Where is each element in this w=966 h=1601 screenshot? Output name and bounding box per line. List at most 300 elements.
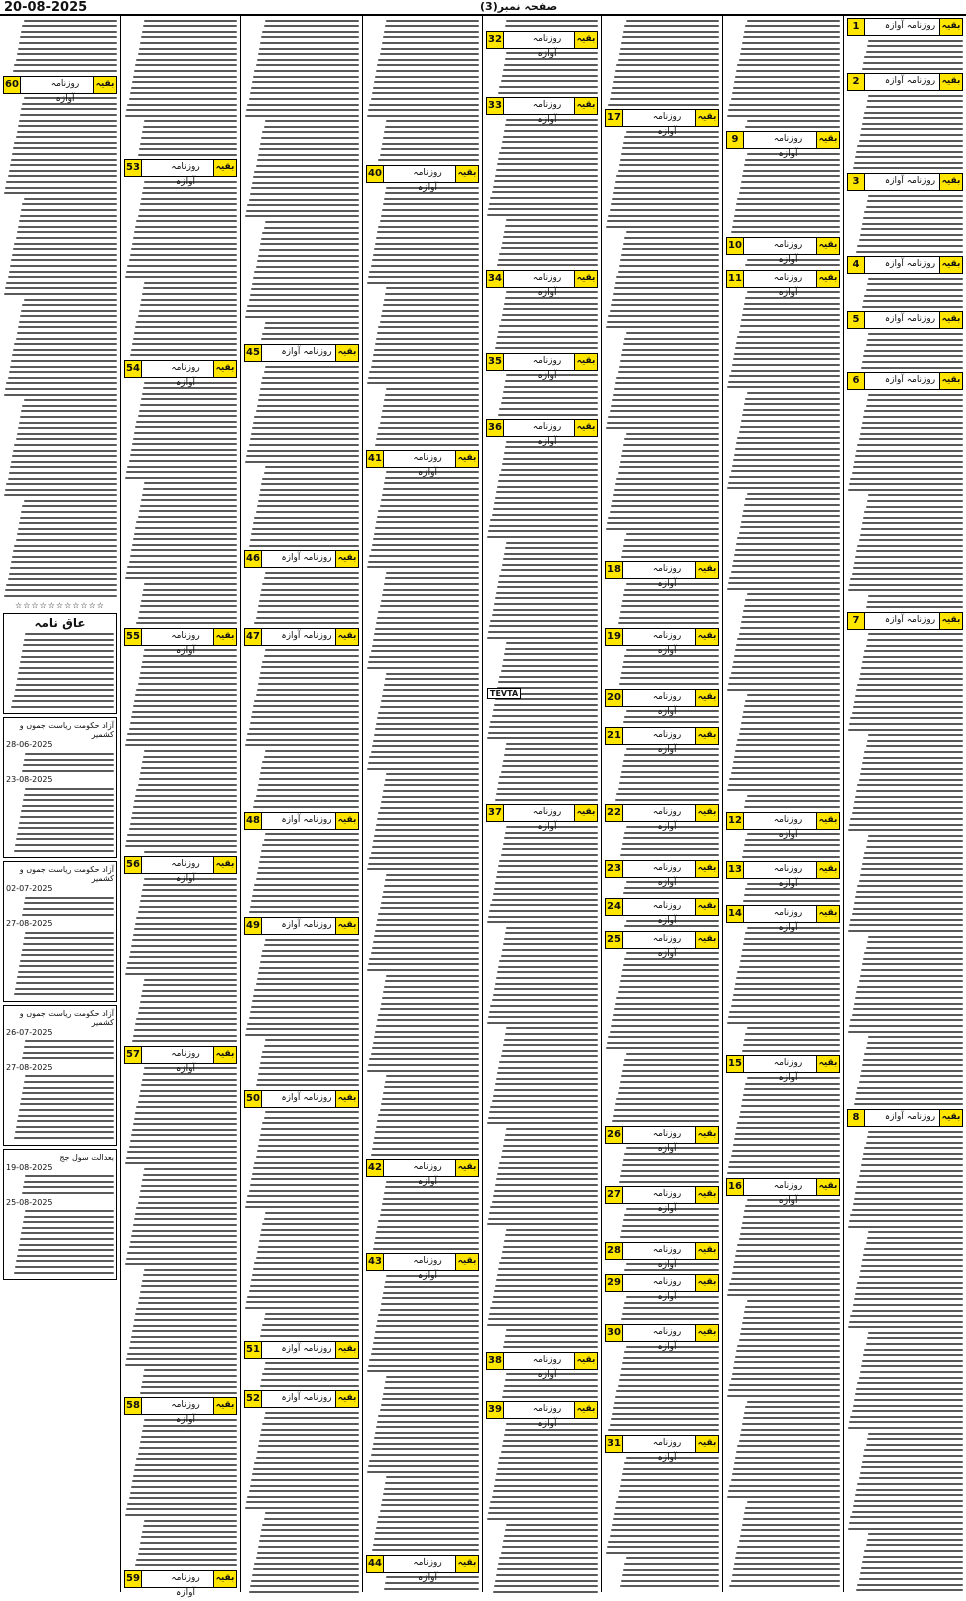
court-notice-date: 19-08-2025 — [6, 1162, 53, 1172]
continuation-slip — [244, 917, 359, 935]
slip-number: 41 — [367, 451, 384, 467]
slip-badge: بقیہ — [574, 98, 597, 114]
slip-number: 1 — [848, 19, 865, 35]
article-text — [6, 897, 114, 916]
continuation-slip — [486, 1401, 598, 1430]
slip-newspaper-name: روزنامہ آوازہ — [413, 452, 442, 478]
slip-badge: بقیہ — [939, 74, 962, 90]
continuation-slip — [244, 344, 359, 362]
slip-number: 2 — [848, 74, 865, 90]
slip-badge: بقیہ — [335, 629, 358, 645]
slip-newspaper-name: روزنامہ آوازہ — [171, 1400, 200, 1426]
slip-badge: بقیہ — [574, 32, 597, 48]
slip-number: 45 — [245, 345, 262, 361]
slip-newspaper-name: روزنامہ آوازہ — [413, 1557, 442, 1583]
slip-badge: بقیہ — [213, 629, 236, 645]
slip-badge: بقیہ — [695, 562, 718, 578]
slip-badge: بقیہ — [335, 345, 358, 361]
continuation-slip — [605, 1126, 719, 1154]
slip-number: 59 — [125, 1571, 142, 1587]
slip-badge: بقیہ — [695, 690, 718, 706]
slip-number: 56 — [125, 857, 142, 873]
slip-newspaper-name: روزنامہ آوازہ — [413, 1162, 442, 1188]
slip-badge: بقیہ — [816, 813, 839, 829]
slip-number: 34 — [487, 271, 504, 287]
court-notice — [3, 1005, 117, 1146]
continuation-slip — [366, 1555, 479, 1583]
slip-badge: بقیہ — [455, 166, 478, 182]
slip-badge: بقیہ — [695, 728, 718, 744]
slip-newspaper-name: روزنامہ آوازہ — [281, 814, 332, 825]
slip-badge: بقیہ — [574, 805, 597, 821]
slip-newspaper-name: روزنامہ آوازہ — [884, 76, 936, 87]
article-text — [6, 788, 114, 852]
slip-newspaper-name: روزنامہ آوازہ — [884, 259, 936, 270]
slip-badge: بقیہ — [939, 174, 962, 190]
article-text — [6, 633, 114, 708]
article-text — [847, 1131, 963, 1592]
continuation-slip — [605, 109, 719, 138]
slip-number: 5 — [848, 312, 865, 328]
continuation-slip — [124, 628, 237, 656]
article-text — [6, 932, 114, 996]
continuation-slip — [605, 561, 719, 590]
slip-badge: بقیہ — [816, 1179, 839, 1195]
article-text — [124, 181, 237, 356]
slip-newspaper-name: روزنامہ آوازہ — [171, 1048, 200, 1074]
slip-newspaper-name: روزنامہ آوازہ — [532, 1354, 562, 1380]
court-notice-date: 23-08-2025 — [6, 775, 53, 785]
article-text — [6, 1175, 114, 1194]
article-text — [124, 878, 237, 1042]
slip-number: 28 — [606, 1243, 623, 1259]
news-column-3 — [601, 16, 722, 1592]
slip-number: 17 — [606, 110, 623, 126]
court-notice-head: بعدالت سول جج — [59, 1152, 114, 1162]
article-text — [124, 1067, 237, 1393]
slip-badge: بقیہ — [213, 1047, 236, 1063]
article-text — [486, 20, 598, 28]
article-text — [726, 927, 840, 1052]
slip-newspaper-name: روزنامہ آوازہ — [652, 862, 682, 888]
slip-badge: بقیہ — [939, 1110, 962, 1126]
slip-badge: بقیہ — [695, 1187, 718, 1203]
slip-number: 32 — [487, 32, 504, 48]
slip-badge: بقیہ — [939, 312, 962, 328]
slip-newspaper-name: روزنامہ آوازہ — [773, 908, 803, 934]
slip-number: 12 — [727, 813, 744, 829]
continuation-slip — [486, 270, 598, 298]
slip-newspaper-name: روزنامہ آوازہ — [652, 691, 682, 717]
slip-newspaper-name: روزنامہ آوازہ — [652, 112, 682, 138]
continuation-slip — [244, 1390, 359, 1408]
slip-badge: بقیہ — [939, 19, 962, 35]
article-text — [726, 20, 840, 128]
slip-newspaper-name: روزنامہ آوازہ — [652, 900, 682, 926]
slip-number: 58 — [125, 1398, 142, 1414]
slip-number: 46 — [245, 551, 262, 567]
slip-number: 21 — [606, 728, 623, 744]
slip-number: 30 — [606, 1325, 623, 1341]
news-column-5 — [362, 16, 482, 1592]
slip-newspaper-name: روزنامہ آوازہ — [652, 630, 682, 656]
slip-badge: بقیہ — [695, 932, 718, 948]
slip-badge: بقیہ — [695, 110, 718, 126]
masthead — [0, 0, 966, 16]
article-text — [605, 20, 719, 106]
continuation-slip — [847, 612, 963, 630]
article-text — [244, 833, 359, 913]
continuation-slip — [605, 628, 719, 656]
slip-badge: بقیہ — [695, 1127, 718, 1143]
court-notice-date: 27-08-2025 — [6, 919, 53, 929]
slip-newspaper-name: روزنامہ آوازہ — [884, 314, 936, 325]
slip-badge: بقیہ — [335, 1091, 358, 1107]
article-text — [6, 1075, 114, 1139]
slip-newspaper-name: روزنامہ آوازہ — [773, 864, 803, 890]
slip-newspaper-name: روزنامہ آوازہ — [281, 1393, 332, 1404]
court-notice-date: 25-08-2025 — [6, 1197, 53, 1207]
court-notice-head: آزاد حکومت ریاست جموں و کشمیر — [19, 865, 114, 884]
slip-newspaper-name: روزنامہ آوازہ — [652, 933, 682, 959]
slip-number: 47 — [245, 629, 262, 645]
tevta-label: TEVTA — [487, 688, 521, 699]
slip-newspaper-name: روزنامہ آوازہ — [652, 1128, 682, 1154]
continuation-slip — [366, 1159, 479, 1188]
slip-newspaper-name: روزنامہ آوازہ — [281, 630, 332, 641]
continuation-slip — [847, 73, 963, 91]
continuation-slip — [486, 31, 598, 59]
continuation-slip — [726, 237, 840, 265]
slip-number: 14 — [727, 906, 744, 922]
slip-badge: بقیہ — [939, 373, 962, 389]
article-text — [605, 1457, 719, 1588]
article-text — [124, 20, 237, 156]
slip-badge: بقیہ — [574, 1402, 597, 1418]
slip-newspaper-name: روزنامہ آوازہ — [532, 355, 562, 381]
slip-badge: بقیہ — [213, 857, 236, 873]
slip-badge: بقیہ — [695, 1436, 718, 1452]
slip-number: 19 — [606, 629, 623, 645]
slip-newspaper-name: روزنامہ آوازہ — [171, 363, 200, 389]
slip-badge: بقیہ — [335, 551, 358, 567]
slip-newspaper-name: روزنامہ آوازہ — [652, 1438, 682, 1464]
slip-newspaper-name: روزنامہ آوازہ — [773, 239, 803, 265]
slip-number: 55 — [125, 629, 142, 645]
slip-newspaper-name: روزنامہ آوازہ — [532, 1404, 562, 1430]
slip-newspaper-name: روزنامہ آوازہ — [281, 347, 332, 358]
slip-badge: بقیہ — [939, 613, 962, 629]
news-column-6 — [240, 16, 362, 1592]
slip-number: 16 — [727, 1179, 744, 1195]
slip-number: 60 — [4, 77, 21, 93]
continuation-slip — [726, 1055, 840, 1084]
slip-badge: بقیہ — [455, 451, 478, 467]
continuation-slip — [124, 856, 237, 885]
slip-number: 26 — [606, 1127, 623, 1143]
slip-number: 35 — [487, 354, 504, 370]
article-text — [847, 278, 963, 308]
slip-newspaper-name: روزنامہ آوازہ — [773, 1058, 803, 1084]
slip-newspaper-name: روزنامہ آوازہ — [773, 134, 803, 160]
court-notice-date: 27-08-2025 — [6, 1062, 53, 1072]
continuation-slip — [244, 628, 359, 646]
continuation-slip — [605, 727, 719, 755]
slip-newspaper-name: روزنامہ آوازہ — [532, 100, 562, 126]
article-text — [244, 1412, 359, 1593]
slip-number: 9 — [727, 132, 744, 148]
slip-number: 15 — [727, 1056, 744, 1072]
slip-badge: بقیہ — [695, 1243, 718, 1259]
slip-number: 31 — [606, 1436, 623, 1452]
slip-number: 40 — [367, 166, 384, 182]
article-text — [847, 195, 963, 253]
court-notice — [3, 1149, 117, 1281]
slip-badge: بقیہ — [816, 271, 839, 287]
slip-number: 8 — [848, 1110, 865, 1126]
continuation-slip — [124, 1046, 237, 1074]
slip-newspaper-name: روزنامہ آوازہ — [652, 1326, 682, 1352]
slip-badge: بقیہ — [816, 862, 839, 878]
slip-newspaper-name: روزنامہ آوازہ — [773, 272, 803, 298]
slip-number: 3 — [848, 174, 865, 190]
slip-badge: بقیہ — [455, 1556, 478, 1572]
continuation-slip — [605, 804, 719, 833]
slip-newspaper-name: روزنامہ آوازہ — [652, 1277, 682, 1303]
slip-badge: بقیہ — [574, 271, 597, 287]
article-text — [486, 1423, 598, 1593]
slip-badge: بقیہ — [335, 813, 358, 829]
court-notice-head: آزاد حکومت ریاست جموں و کشمیر — [19, 1008, 114, 1027]
continuation-slip — [3, 76, 117, 104]
slip-badge: بقیہ — [939, 257, 962, 273]
continuation-slip — [124, 159, 237, 188]
slip-number: 54 — [125, 361, 142, 377]
slip-newspaper-name: روزنامہ آوازہ — [413, 168, 442, 194]
slip-number: 27 — [606, 1187, 623, 1203]
slip-newspaper-name: روزنامہ آوازہ — [652, 1244, 682, 1270]
continuation-slip — [244, 550, 359, 568]
slip-newspaper-name: روزنامہ آوازہ — [281, 1343, 332, 1354]
court-notice — [3, 861, 117, 1002]
slip-number: 49 — [245, 918, 262, 934]
continuation-slip — [847, 372, 963, 390]
aaq-nama-notice — [3, 613, 117, 715]
news-column-2 — [722, 16, 843, 1592]
article-text — [605, 952, 719, 1122]
slip-number: 52 — [245, 1391, 262, 1407]
slip-newspaper-name: روزنامہ آوازہ — [171, 859, 200, 885]
slip-newspaper-name: روزنامہ آوازہ — [532, 33, 562, 59]
continuation-slip — [847, 1109, 963, 1127]
article-text — [847, 333, 963, 369]
slip-number: 48 — [245, 813, 262, 829]
slip-badge: بقیہ — [574, 1353, 597, 1369]
continuation-slip — [726, 905, 840, 934]
article-text — [244, 20, 359, 341]
article-text — [847, 394, 963, 609]
slip-number: 38 — [487, 1353, 504, 1369]
court-notice-date: 26-07-2025 — [6, 1027, 53, 1037]
article-text — [726, 291, 840, 808]
slip-number: 29 — [606, 1275, 623, 1291]
article-text — [244, 1111, 359, 1337]
continuation-slip — [847, 18, 963, 36]
article-text — [847, 95, 963, 170]
slip-badge: بقیہ — [335, 918, 358, 934]
continuation-slip — [605, 1324, 719, 1352]
continuation-slip — [847, 173, 963, 191]
news-column-8 — [0, 16, 120, 1592]
slip-badge: بقیہ — [455, 1160, 478, 1176]
continuation-slip — [726, 861, 840, 890]
article-text — [244, 649, 359, 808]
slip-badge: بقیہ — [816, 906, 839, 922]
article-text — [366, 20, 479, 162]
slip-newspaper-name: روزنامہ آوازہ — [171, 1572, 200, 1598]
continuation-slip — [486, 1352, 598, 1380]
article-text — [124, 382, 237, 625]
slip-number: 37 — [487, 805, 504, 821]
slip-badge: بقیہ — [695, 629, 718, 645]
slip-newspaper-name: روزنامہ آوازہ — [884, 176, 936, 187]
article-text — [847, 633, 963, 1105]
article-text — [486, 826, 598, 1348]
article-text — [847, 40, 963, 70]
slip-number: 20 — [606, 690, 623, 706]
slip-number: 4 — [848, 257, 865, 273]
slip-newspaper-name: روزنامہ آوازہ — [532, 422, 562, 448]
continuation-slip — [847, 311, 963, 329]
slip-newspaper-name: روزنامہ آوازہ — [884, 375, 936, 386]
news-column-1 — [843, 16, 966, 1592]
slip-newspaper-name: روزنامہ آوازہ — [884, 21, 936, 31]
slip-newspaper-name: روزنامہ آوازہ — [532, 272, 562, 298]
article-text — [244, 366, 359, 547]
slip-newspaper-name: روزنامہ آوازہ — [281, 920, 332, 931]
continuation-slip — [726, 131, 840, 160]
slip-badge: بقیہ — [335, 1342, 358, 1358]
separator-stars: ☆☆☆☆☆☆☆☆☆☆☆ — [15, 600, 105, 610]
continuation-slip — [124, 1397, 237, 1426]
article-text — [3, 20, 117, 72]
slip-newspaper-name: روزنامہ آوازہ — [281, 1092, 332, 1103]
article-text — [366, 1181, 479, 1250]
continuation-slip — [486, 419, 598, 448]
slip-newspaper-name: روزنامہ آوازہ — [652, 1189, 682, 1215]
article-text — [486, 441, 598, 801]
slip-badge: بقیہ — [213, 160, 236, 176]
slip-number: 13 — [727, 862, 744, 878]
court-notice-head: آزاد حکومت ریاست جموں و کشمیر — [19, 721, 114, 740]
continuation-slip — [605, 898, 719, 926]
continuation-slip — [605, 1242, 719, 1270]
slip-newspaper-name: روزنامہ آوازہ — [652, 729, 682, 755]
slip-number: 7 — [848, 613, 865, 629]
continuation-slip — [605, 1435, 719, 1464]
article-text — [3, 97, 117, 597]
slip-badge: بقیہ — [695, 1275, 718, 1291]
slip-number: 33 — [487, 98, 504, 114]
article-text — [366, 1275, 479, 1551]
continuation-slip — [124, 1570, 237, 1598]
court-notice-date: 02-07-2025 — [6, 884, 53, 894]
aaq-nama-title: عاق نامہ — [34, 615, 86, 630]
slip-newspaper-name: روزنامہ آوازہ — [281, 553, 332, 564]
continuation-slip — [124, 360, 237, 389]
article-text — [726, 1199, 840, 1587]
court-notice-date: 28-06-2025 — [6, 740, 53, 750]
news-column-4 — [482, 16, 601, 1592]
continuation-slip — [726, 1178, 840, 1206]
article-text — [124, 649, 237, 852]
slip-newspaper-name: روزنامہ آوازہ — [171, 630, 200, 656]
slip-badge: بقیہ — [213, 1398, 236, 1414]
slip-badge: بقیہ — [695, 1325, 718, 1341]
slip-badge: بقیہ — [695, 805, 718, 821]
news-column-7 — [120, 16, 240, 1598]
slip-badge: بقیہ — [335, 1391, 358, 1407]
continuation-slip — [486, 97, 598, 126]
slip-badge: بقیہ — [213, 361, 236, 377]
article-text — [726, 1077, 840, 1174]
slip-badge: بقیہ — [455, 1254, 478, 1270]
slip-number: 53 — [125, 160, 142, 176]
court-notice — [3, 717, 117, 858]
slip-newspaper-name: روزنامہ آوازہ — [884, 1111, 936, 1122]
continuation-slip — [605, 860, 719, 888]
slip-number: 43 — [367, 1254, 384, 1270]
slip-newspaper-name: روزنامہ آوازہ — [652, 807, 682, 833]
article-text — [6, 753, 114, 772]
article-text — [244, 572, 359, 624]
continuation-slip — [366, 1253, 479, 1282]
slip-badge: بقیہ — [695, 861, 718, 877]
slip-badge: بقیہ — [816, 238, 839, 254]
slip-number: 23 — [606, 861, 623, 877]
continuation-slip — [605, 1186, 719, 1215]
article-text — [366, 471, 479, 1155]
slip-number: 11 — [727, 271, 744, 287]
article-text — [244, 1362, 359, 1386]
continuation-slip — [486, 804, 598, 833]
slip-badge: بقیہ — [695, 899, 718, 915]
slip-badge: بقیہ — [816, 132, 839, 148]
slip-number: 51 — [245, 1342, 262, 1358]
continuation-slip — [366, 450, 479, 478]
continuation-slip — [244, 1341, 359, 1359]
issue-date: 20-08-2025 — [4, 0, 88, 15]
continuation-slip — [486, 353, 598, 381]
continuation-slip — [605, 689, 719, 717]
article-text — [726, 153, 840, 233]
continuation-slip — [847, 256, 963, 274]
article-text — [124, 1419, 237, 1566]
slip-newspaper-name: روزنامہ آوازہ — [652, 564, 682, 590]
slip-newspaper-name: روزنامہ آوازہ — [171, 162, 200, 188]
continuation-slip — [605, 1274, 719, 1303]
article-text — [605, 1346, 719, 1432]
slip-newspaper-name: روزنامہ آوازہ — [773, 1180, 803, 1206]
slip-number: 57 — [125, 1047, 142, 1063]
slip-number: 22 — [606, 805, 623, 821]
slip-number: 39 — [487, 1402, 504, 1418]
slip-badge: بقیہ — [93, 77, 116, 93]
slip-badge: بقیہ — [574, 420, 597, 436]
slip-number: 10 — [727, 238, 744, 254]
article-text — [366, 187, 479, 446]
article-text — [605, 131, 719, 558]
